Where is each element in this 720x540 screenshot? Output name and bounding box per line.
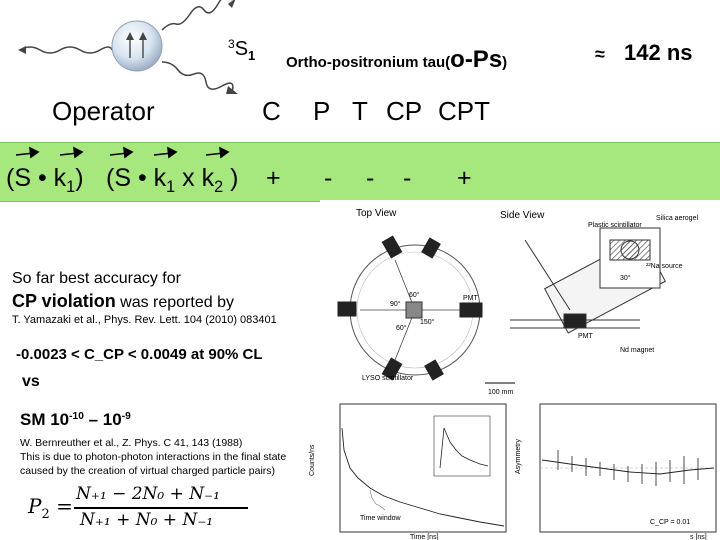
op2-end: ): [223, 164, 239, 192]
symmetry-p: P: [313, 96, 331, 126]
operator-expression-2: [106, 164, 239, 196]
s-axis-label: s [ns]: [690, 534, 707, 540]
angle-60b-label: 60°: [396, 325, 407, 332]
side-pmt-label: PMT: [578, 333, 593, 340]
sign-cp: -: [403, 164, 412, 192]
approx-symbol: ≈: [595, 44, 605, 64]
op1-end: ): [75, 164, 84, 192]
op2-text: (S • k: [106, 164, 167, 192]
silica-label: Silica aerogel: [656, 215, 699, 222]
ortho-positronium-label: [286, 46, 507, 74]
detector-figure: [320, 200, 720, 396]
scale-label: 100 mm: [488, 389, 514, 396]
sm-prediction: [20, 410, 131, 430]
nd-magnet-label: Nd magnet: [620, 347, 655, 354]
side-view-label: Side View: [500, 210, 545, 221]
arrow-k1-icon: [74, 148, 82, 157]
time-window-label: Time window: [360, 515, 401, 522]
side-pmt: [564, 314, 586, 328]
arrow-k1b-icon: [168, 148, 176, 157]
formula-lhs-sub: 2: [41, 506, 50, 522]
sm-exp2: -9: [121, 411, 131, 423]
lifetime-value: 142 ns: [624, 40, 693, 65]
pmt-lower-right: [425, 360, 443, 380]
sm-prefix: SM 10: [20, 410, 70, 429]
operator-label: Operator: [52, 96, 155, 126]
operator-expression-1: [6, 164, 84, 196]
op2-sub2: 2: [214, 177, 224, 196]
op1-text: (S • k: [6, 164, 67, 192]
accuracy-line: So far best accuracy for: [12, 270, 181, 287]
cp-limit: -0.0023 < C_CP < 0.0049 at 90% CL: [16, 346, 263, 363]
formula-denominator: N₊₁ + N₀ + N₋₁: [80, 510, 214, 530]
sign-cpt: +: [457, 164, 472, 192]
photon-down-icon: [162, 62, 233, 92]
sign-p: -: [324, 164, 333, 192]
vector-arrows: [0, 142, 260, 164]
top-view-label: Top View: [356, 208, 397, 219]
cp-violation-rest: was reported by: [115, 294, 234, 311]
p2-formula: $P_2$ =: [28, 494, 73, 522]
cp-fit-label: C_CP = 0.01: [650, 519, 691, 526]
ops-text: o-Ps: [450, 46, 503, 73]
op2-sub1: 1: [166, 177, 176, 196]
state-label: [228, 38, 255, 61]
time-axis-label: Time [ns]: [410, 534, 439, 540]
symmetry-cpt: CPT: [438, 96, 490, 126]
explanation-line-1: This is due to photon-photon interactions in the final state: [20, 451, 287, 463]
pmt-left: [338, 302, 356, 316]
state-superscript: 3: [228, 37, 235, 52]
photon-left-icon: [20, 47, 112, 53]
pmt-right: [460, 303, 482, 317]
sm-dash: – 10: [83, 410, 122, 429]
ortho-text: Ortho-positronium tau(: [286, 54, 451, 71]
counts-axis-label: Counts/ns: [309, 444, 316, 476]
sm-exp1: -10: [69, 411, 84, 423]
arrow-s2-icon: [124, 148, 132, 157]
formula-numerator: N₊₁ − 2N₀ + N₋₁: [76, 484, 220, 504]
angle-150-label: 150°: [420, 319, 435, 326]
pmt-upper-right: [422, 238, 440, 258]
na-source-label: ²²Na source: [646, 263, 683, 270]
op2-mid: x k: [175, 164, 215, 192]
arrow-s1-icon: [30, 148, 38, 157]
symmetry-c: C: [262, 96, 281, 126]
asymmetry-axis-label: Asymmetry: [515, 439, 522, 474]
state-letter: S: [234, 38, 249, 60]
photon-up-icon: [162, 0, 232, 30]
yamazaki-reference: T. Yamazaki et al., Phys. Rev. Lett. 104 (2010) 083401: [12, 314, 277, 326]
arrow-k2-icon: [220, 148, 228, 157]
bernreuther-reference: W. Bernreuther et al., Z. Phys. C 41, 143 (1988): [20, 437, 243, 449]
symmetry-cp: CP: [386, 96, 423, 126]
angle-90-label: 90°: [390, 301, 401, 308]
lyso-label: LYSO scintillator: [362, 375, 414, 382]
plastic-label: Plastic scintillator: [588, 222, 642, 229]
angle-60-label: 60°: [409, 292, 420, 299]
positronium-sphere-icon: [112, 21, 162, 71]
sign-t: -: [366, 164, 375, 192]
plots-figure: [310, 398, 720, 540]
explanation-line-2: caused by the creation of virtual charged particle pairs): [20, 465, 276, 477]
vs-label: vs: [22, 373, 40, 390]
op1-sub: 1: [66, 177, 76, 196]
close-paren: ): [502, 54, 508, 71]
angle-30-label: 30°: [620, 275, 631, 282]
formula-lhs: P: [28, 494, 42, 518]
pmt-label: PMT: [463, 295, 478, 302]
symmetry-t: T: [352, 96, 368, 126]
cp-violation-line: [12, 291, 234, 312]
state-subscript: 1: [248, 47, 256, 63]
formula-fraction-bar: [74, 507, 248, 509]
sign-c: +: [266, 164, 281, 192]
cp-violation-bold: CP violation: [12, 291, 116, 311]
